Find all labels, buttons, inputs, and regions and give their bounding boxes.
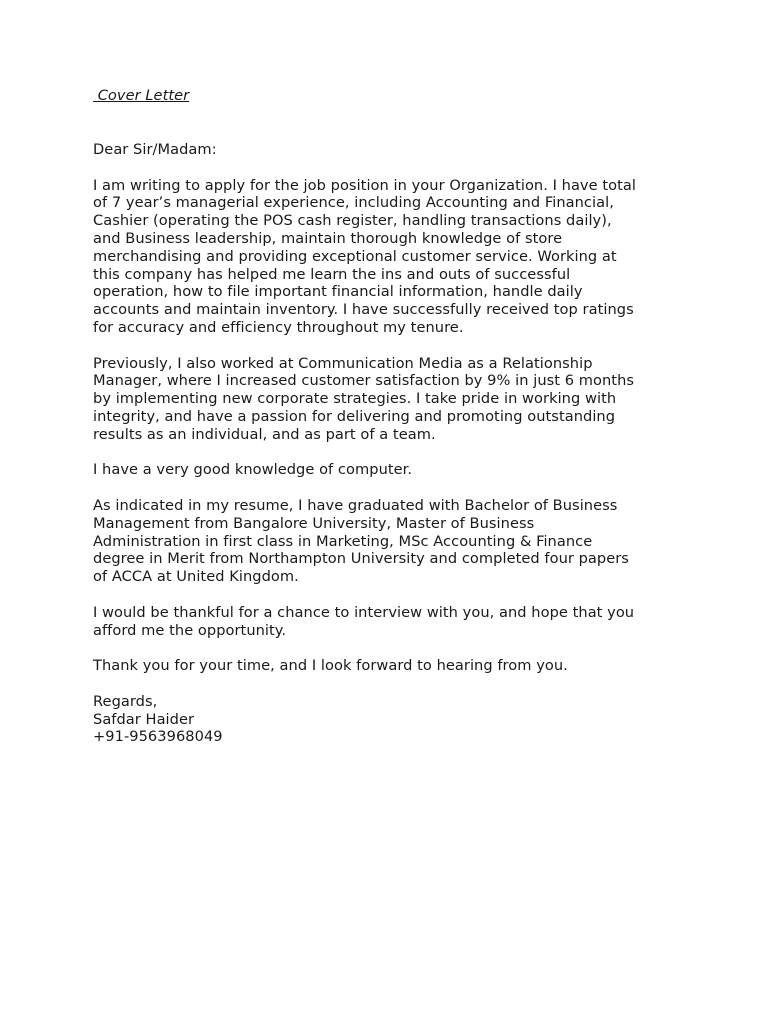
paragraph-previous-role	[93, 355, 693, 444]
text-line: afford me the opportunity.	[93, 621, 287, 639]
letter-title: Cover Letter	[93, 87, 190, 104]
signature-phone: +91-9563968049	[93, 728, 223, 746]
paragraph-intro	[93, 177, 693, 337]
text-line: As indicated in my resume, I have graduated with Bachelor of Business	[93, 496, 618, 514]
text-line: Thank you for your time, and I look forward to hearing from you.	[93, 657, 568, 675]
text-line: by implementing new corporate strategies. I take pride in working with	[93, 390, 617, 408]
text-line: Administration in first class in Marketing, MSc Accounting & Finance	[93, 532, 593, 550]
text-line: accounts and maintain inventory. I have successfully received top ratings	[93, 301, 634, 319]
text-line: I am writing to apply for the job position in your Organization. I have total	[93, 176, 636, 194]
text-line: degree in Merit from Northampton University and completed four papers	[93, 550, 629, 568]
text-line: merchandising and providing exceptional customer service. Working at	[93, 247, 617, 265]
paragraph-interview-request	[93, 604, 693, 640]
text-line: Manager, where I increased customer satisfaction by 9% in just 6 months	[93, 372, 635, 390]
text-line: of ACCA at United Kingdom.	[93, 568, 299, 586]
signature-name: Safdar Haider	[93, 710, 195, 728]
text-line: Previously, I also worked at Communication Media as a Relationship	[93, 354, 593, 372]
cover-letter	[93, 86, 693, 746]
text-line: this company has helped me learn the ins and outs of successful	[93, 265, 571, 283]
text-line: Cashier (operating the POS cash register, handling transactions daily),	[93, 212, 612, 230]
paragraph-education	[93, 497, 693, 586]
paragraph-thanks	[93, 657, 693, 675]
text-line: Management from Bangalore University, Master of Business	[93, 514, 535, 532]
text-line: of 7 year’s managerial experience, including Accounting and Financial,	[93, 194, 614, 212]
text-line: for accuracy and efficiency throughout my tenure.	[93, 318, 464, 336]
text-line: results as an individual, and as part of a team.	[93, 425, 436, 443]
paragraph-computer-skills	[93, 461, 693, 479]
text-line: and Business leadership, maintain thorough knowledge of store	[93, 229, 563, 247]
signature-block	[93, 693, 693, 746]
text-line: I have a very good knowledge of computer.	[93, 461, 413, 479]
text-line: I would be thankful for a chance to interview with you, and hope that you	[93, 603, 635, 621]
text-line: operation, how to file important financial information, handle daily	[93, 283, 583, 301]
salutation: Dear Sir/Madam:	[93, 141, 217, 158]
closing: Regards,	[93, 692, 158, 710]
text-line: integrity, and have a passion for delivering and promoting outstanding	[93, 407, 616, 425]
